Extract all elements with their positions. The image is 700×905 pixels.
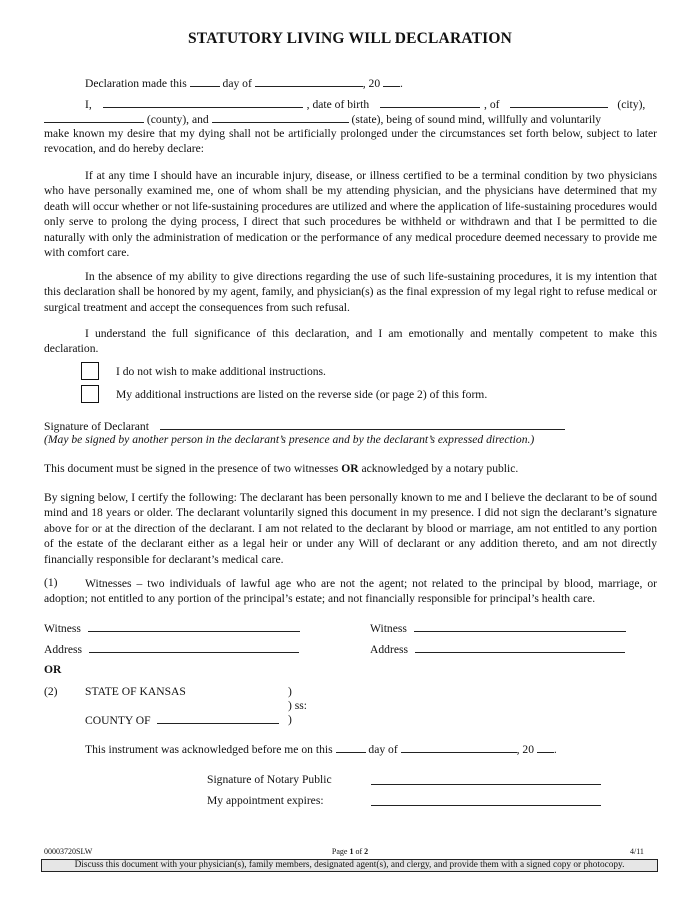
state-of-kansas: STATE OF KANSAS [85, 685, 186, 698]
witness-1-address-blank[interactable] [89, 642, 299, 653]
appointment-expires-blank[interactable] [371, 795, 601, 806]
ack-day-blank[interactable] [336, 742, 366, 753]
declarant-signature-blank[interactable] [160, 419, 565, 430]
county-blank[interactable] [44, 112, 144, 123]
notary-ss: ) ss: [288, 699, 308, 712]
appointment-expires-label: My appointment expires: [207, 794, 324, 807]
month-blank[interactable] [255, 76, 363, 87]
intention-paragraph: In the absence of my ability to give directions regarding the use of such life-sustaining procedures, it is my intention that this declaration shall be honored by my agent, family, and physician(s) as the final expression of my legal right to refuse medical or surgical treatment and accept the consequences from such refusal. [44, 270, 657, 314]
terminal-condition-paragraph: If at any time I should have an incurable injury, disease, or illness certified to be a terminal condition by two physicians who have personally examined me, one of whom shall be my attending physician, and the physicians have determined that my death will occur whether or not life-sustaining procedures are utilized and where the application of life-sustaining procedures would only serve to prolong the dying process, I direct that such procedures be withheld or withdrawn and that I be permitted to die naturally with only the administration of medication or the performance of any medical procedure deemed necessary to provide me with comfort care. [44, 169, 657, 260]
page-of: of [353, 847, 365, 856]
ack-year-blank[interactable] [537, 742, 554, 753]
acknowledgment-line [85, 742, 557, 756]
county-of-label: COUNTY OF [85, 714, 151, 727]
witness-1-label: Witness [44, 622, 81, 635]
ack-day-of-label: day of [368, 743, 398, 756]
page-total: 2 [364, 847, 369, 856]
dob-blank[interactable] [380, 97, 480, 108]
declaration-label: Declaration made this [85, 77, 187, 90]
day-blank[interactable] [190, 76, 220, 87]
of-label: , of [484, 98, 500, 111]
state-label: (state), being of sound mind, willfully and voluntarily [351, 113, 602, 126]
ack-month-blank[interactable] [401, 742, 517, 753]
witness-1-address-row [44, 642, 299, 656]
county-of-row [85, 713, 279, 727]
witness-certification-paragraph: By signing below, I certify the following: The declarant has been personally known to me and I believe the declarant to be of sound mind and 18 years or older. The declarant voluntarily signed this document in my presence. I did not sign the declarant’s signature above for or at the direction of the declarant. I am not related to the declarant by blood or marriage, am not entitled to any portion of the estate of the declarant either as a legal heir or under any Will of declarant or any addition thereto, and am not directly financially responsible for declarant’s medical care. [44, 491, 657, 566]
witness-2-row [370, 621, 626, 635]
witnesses-number: (1) [44, 576, 58, 589]
additional-instructions-label: My additional instructions are listed on the reverse side (or page 2) of this form. [116, 388, 488, 401]
notary-county-blank[interactable] [157, 713, 279, 724]
discussion-notice: Discuss this document with your physician(s), family members, designated agent(s), and clergy, and provide them with a signed copy or photocopy. [41, 859, 658, 872]
i-label: I, [85, 98, 92, 111]
day-of-label: day of [222, 77, 252, 90]
notary-paren-1: ) [288, 685, 292, 698]
presence-or: OR [341, 462, 359, 475]
witness-1-address-label: Address [44, 643, 82, 656]
declarant-info-line-1 [85, 97, 657, 111]
no-additional-instructions-checkbox[interactable] [81, 362, 99, 380]
witness-2-address-label: Address [370, 643, 408, 656]
or-divider: OR [44, 663, 62, 676]
witnesses-description: Witnesses – two individuals of lawful age who are not the agent; not related to the principal by blood, marriage, or adoption; not entitled to any portion of the principal’s estate; and not financially responsible for principal’s health care. [44, 577, 657, 606]
no-additional-instructions-label: I do not wish to make additional instructions. [116, 365, 326, 378]
notary-signature-label: Signature of Notary Public [207, 773, 332, 786]
presence-text-after: acknowledged by a notary public. [358, 462, 519, 475]
witness-2-label: Witness [370, 622, 407, 635]
city-label: (city), [617, 98, 646, 111]
acknowledgment-label: This instrument was acknowledged before me on this [85, 743, 333, 756]
year-prefix-label: , 20 [362, 77, 381, 90]
ack-year-prefix: , 20 [516, 743, 535, 756]
notary-number: (2) [44, 685, 58, 698]
witness-2-address-blank[interactable] [415, 642, 625, 653]
city-blank[interactable] [510, 97, 608, 108]
year-blank[interactable] [383, 76, 400, 87]
witness-2-signature-blank[interactable] [414, 621, 626, 632]
presence-requirement [44, 462, 518, 475]
witness-2-address-row [370, 642, 625, 656]
witness-1-signature-blank[interactable] [88, 621, 300, 632]
page-indicator [0, 847, 700, 856]
state-blank[interactable] [212, 112, 349, 123]
signature-note: (May be signed by another person in the declarant’s presence and by the declarant’s expressed direction.) [44, 433, 535, 446]
document-title: STATUTORY LIVING WILL DECLARATION [187, 30, 513, 47]
declaration-date-line [85, 76, 403, 90]
presence-text-before: This document must be signed in the presence of two witnesses [44, 462, 342, 475]
period: . [400, 77, 403, 90]
form-date: 4/11 [630, 847, 644, 856]
declarant-signature-row [44, 419, 565, 433]
declarant-name-blank[interactable] [103, 97, 303, 108]
declarant-info-line-2 [44, 112, 601, 126]
ack-period: . [553, 743, 557, 756]
notary-signature-blank[interactable] [371, 774, 601, 785]
intro-continuation: make known my desire that my dying shall not be artificially prolonged under the circumstances set forth below, subject to later revocation, and do hereby declare: [44, 127, 657, 156]
form-code: 00003720SLW [44, 847, 93, 856]
page-prefix: Page [331, 847, 350, 856]
declarant-signature-label: Signature of Declarant [44, 420, 149, 433]
page-number: 1 [349, 847, 354, 856]
dob-label: , date of birth [306, 98, 370, 111]
county-label: (county), and [146, 113, 209, 126]
notary-paren-3: ) [288, 713, 292, 726]
witness-1-row [44, 621, 300, 635]
additional-instructions-checkbox[interactable] [81, 385, 99, 403]
competence-paragraph: I understand the full significance of this declaration, and I am emotionally and mentally competent to make this declaration. [44, 327, 657, 356]
